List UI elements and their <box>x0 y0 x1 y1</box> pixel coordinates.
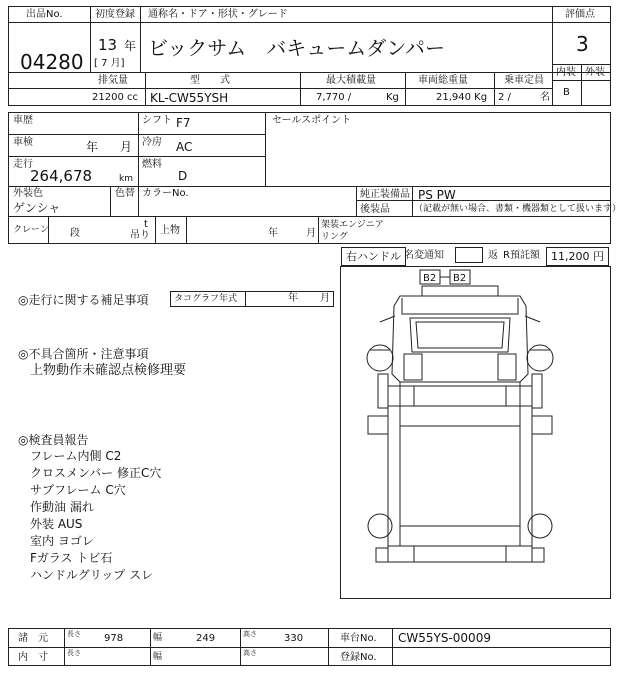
sales-point-label: セールスポイント <box>272 115 352 126</box>
mileage-unit: km <box>119 174 133 184</box>
aircon-value: AC <box>176 140 193 154</box>
grade-label: 評価点 <box>565 9 595 20</box>
inner-length-label: 長さ <box>67 649 81 657</box>
damage-mark: B2 <box>453 273 467 284</box>
aircon-label: 冷房 <box>142 137 162 148</box>
max-load-unit: Kg <box>386 92 399 103</box>
inspector-line: Fガラス トビ石 <box>30 551 113 565</box>
max-load-value: 7,770 / <box>316 92 352 103</box>
inner-width-label: 幅 <box>153 652 163 662</box>
model-label: 型 式 <box>190 75 230 86</box>
engine-sub: リング <box>321 232 348 242</box>
first-reg-year-unit: 年 <box>124 39 137 53</box>
tacho-month: 月 <box>320 293 330 304</box>
inspector-line: クロスメンバー 修正C穴 <box>30 466 162 480</box>
return-label: 返 <box>488 250 498 261</box>
post-install-label: 後装品 <box>360 204 390 215</box>
color-change-label: 色替 <box>115 188 135 199</box>
first-reg-year: 13 <box>98 36 118 54</box>
tacho-year: 年 <box>288 293 298 304</box>
crane-hoist: 吊り <box>130 230 150 241</box>
chassis-label: 車台No. <box>340 633 377 644</box>
first-reg-month: [ 7 月] <box>94 58 125 69</box>
shift-label: シフト <box>142 115 172 126</box>
driving-notes-title: ◎走行に関する補足事項 <box>18 293 149 307</box>
width-value: 249 <box>196 633 216 644</box>
history-frame <box>8 112 611 244</box>
overall-grade: 3 <box>576 32 589 56</box>
body-label: 上物 <box>160 225 180 236</box>
inner-dims-label: 内 寸 <box>18 652 48 663</box>
capacity-label: 乗車定員 <box>504 75 544 86</box>
width-label: 幅 <box>153 633 163 643</box>
interior-label: 内装 <box>556 67 576 78</box>
inspection-label: 車検 <box>13 137 33 148</box>
history-label: 車歴 <box>13 115 33 126</box>
height-value: 330 <box>284 633 304 644</box>
lot-number: 04280 <box>20 50 84 74</box>
inspection-year: 年 <box>86 140 99 154</box>
chassis-value: CW55YS-00009 <box>398 631 491 645</box>
equipment-label: 純正装備品 <box>360 189 410 200</box>
inspector-line: 作動油 漏れ <box>30 500 94 514</box>
max-load-label: 最大積載量 <box>326 75 376 86</box>
first-reg-label: 初度登録 <box>95 9 135 20</box>
dims-label: 諸 元 <box>18 633 48 644</box>
model-value: KL-CW55YSH <box>150 91 229 105</box>
right-handle-chip: 右ハンドル <box>341 247 406 266</box>
equipment-value: PS PW <box>418 188 456 202</box>
capacity-value: 2 / <box>498 92 511 103</box>
color-code-label: カラーNo. <box>142 188 189 199</box>
inspection-month: 月 <box>120 140 133 154</box>
inspector-line: フレーム内側 C2 <box>30 449 122 463</box>
defect-line: 上物動作未確認点検修理要 <box>30 363 187 378</box>
mileage-value: 264,678 <box>30 167 93 185</box>
exterior-label: 外装 <box>585 67 605 78</box>
interior-grade: B <box>563 87 570 98</box>
inspector-line: サブフレーム C穴 <box>30 483 126 497</box>
crane-label: クレーン <box>13 225 49 235</box>
post-install-note: （記載が無い場合、書類・機器類として扱います） <box>414 204 622 214</box>
mileage-label: 走行 <box>13 159 33 170</box>
length-value: 978 <box>104 633 124 644</box>
ext-color-label: 外装色 <box>13 188 43 199</box>
body-month-unit: 月 <box>306 228 316 239</box>
vehicle-name: ビックサム バキュームダンパー <box>148 36 445 60</box>
damage-mark: B2 <box>423 273 437 284</box>
r-preset-amount: 11,200 円 <box>546 247 609 266</box>
body-year-unit: 年 <box>268 228 278 239</box>
inspector-line: 室内 ヨゴレ <box>30 534 94 548</box>
displacement-value: 21200 cc <box>92 92 138 103</box>
height-label: 高さ <box>243 630 257 638</box>
defect-title: ◎不具合箇所・注意事項 <box>18 347 149 361</box>
r-preset-label: R預託額 <box>503 250 540 261</box>
name-change-label: 名変通知 <box>404 250 444 261</box>
length-label: 長さ <box>67 630 81 638</box>
fuel-value: D <box>178 169 188 183</box>
crane-ton: t <box>144 219 148 230</box>
lot-label: 出品No. <box>26 9 63 20</box>
engine-label: 架装エンジニア <box>321 220 384 230</box>
inner-height-label: 高さ <box>243 649 257 657</box>
inspector-title: ◎検査員報告 <box>18 433 89 447</box>
ext-color-value: ゲンシャ <box>13 201 61 215</box>
gross-weight-label: 車両総重量 <box>418 75 468 86</box>
shift-value: F7 <box>176 116 191 130</box>
truck-diagram <box>340 266 611 599</box>
inspector-line: ハンドルグリップ スレ <box>30 568 154 582</box>
capacity-unit: 名 <box>540 92 550 103</box>
reg-no-label: 登録No. <box>340 652 377 663</box>
crane-stage-unit: 段 <box>70 228 80 239</box>
fuel-label: 燃料 <box>142 159 162 170</box>
gross-weight-value: 21,940 Kg <box>436 92 488 103</box>
displacement-label: 排気量 <box>98 75 128 86</box>
inspector-line: 外装 AUS <box>30 517 83 531</box>
name-change-box <box>455 247 483 263</box>
tacho-label: タコグラフ年式 <box>174 294 238 304</box>
vehicle-label: 通称名・ドア・形状・グレード <box>148 9 288 20</box>
